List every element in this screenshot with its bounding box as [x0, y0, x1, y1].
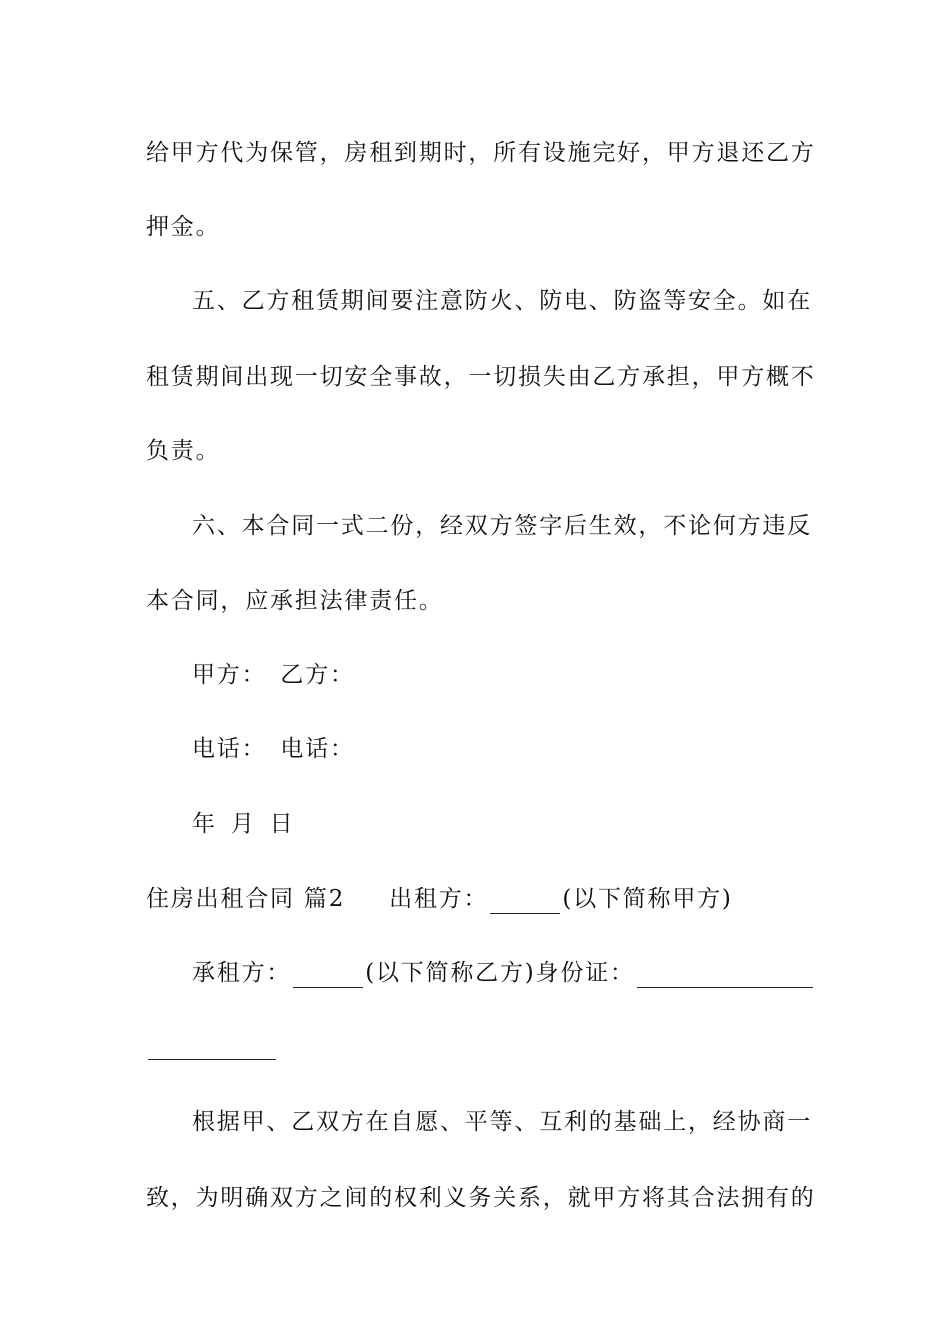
clause-5-line-1: 五、乙方租赁期间要注意防火、防电、防盗等安全。如在 — [192, 288, 812, 314]
clause-5-line-2: 租赁期间出现一切安全事故，一切损失由乙方承担，甲方概不 — [146, 364, 816, 390]
section-2-para-1-line-2: 致，为明确双方之间的权利义务关系，就甲方将其合法拥有的 — [146, 1185, 816, 1211]
section-2-heading: 住房出租合同 篇2 — [146, 886, 346, 912]
date-month: 月 — [230, 811, 256, 837]
id-number-blank — [637, 965, 813, 988]
text-line-1: 给甲方代为保管，房租到期时，所有设施完好，甲方退还乙方 — [146, 140, 816, 166]
signature-date-line — [192, 809, 810, 839]
party-b-label: 乙方： — [280, 662, 355, 688]
lessor-suffix: (以下简称甲方) — [562, 886, 733, 912]
clause-6-line-2: 本合同，应承担法律责任。 — [146, 588, 444, 614]
date-year: 年 — [192, 811, 217, 837]
text-line-2: 押金。 — [146, 214, 221, 240]
id-number-blank-continued — [148, 1037, 276, 1060]
signature-phone-line — [192, 734, 810, 764]
signature-party-line — [192, 660, 810, 690]
section-2-para-1-line-1: 根据甲、乙双方在自愿、平等、互利的基础上，经协商一 — [192, 1109, 812, 1135]
lessor-label: 出租方： — [389, 886, 489, 912]
lessee-line — [192, 958, 810, 988]
lessee-blank — [293, 965, 363, 988]
clause-5-line-3: 负责。 — [146, 438, 221, 464]
phone-b-label: 电话： — [280, 736, 355, 762]
id-number-continuation — [146, 1030, 810, 1060]
phone-a-label: 电话： — [192, 736, 267, 762]
party-a-label: 甲方： — [192, 662, 267, 688]
date-day: 日 — [269, 811, 295, 837]
section-2-heading-line — [146, 884, 810, 914]
lessor-blank — [490, 891, 560, 914]
clause-6-line-1: 六、本合同一式二份，经双方签字后生效，不论何方违反 — [192, 513, 812, 539]
lessee-suffix: (以下简称乙方)身份证： — [365, 960, 635, 986]
lessee-label: 承租方： — [192, 960, 292, 986]
